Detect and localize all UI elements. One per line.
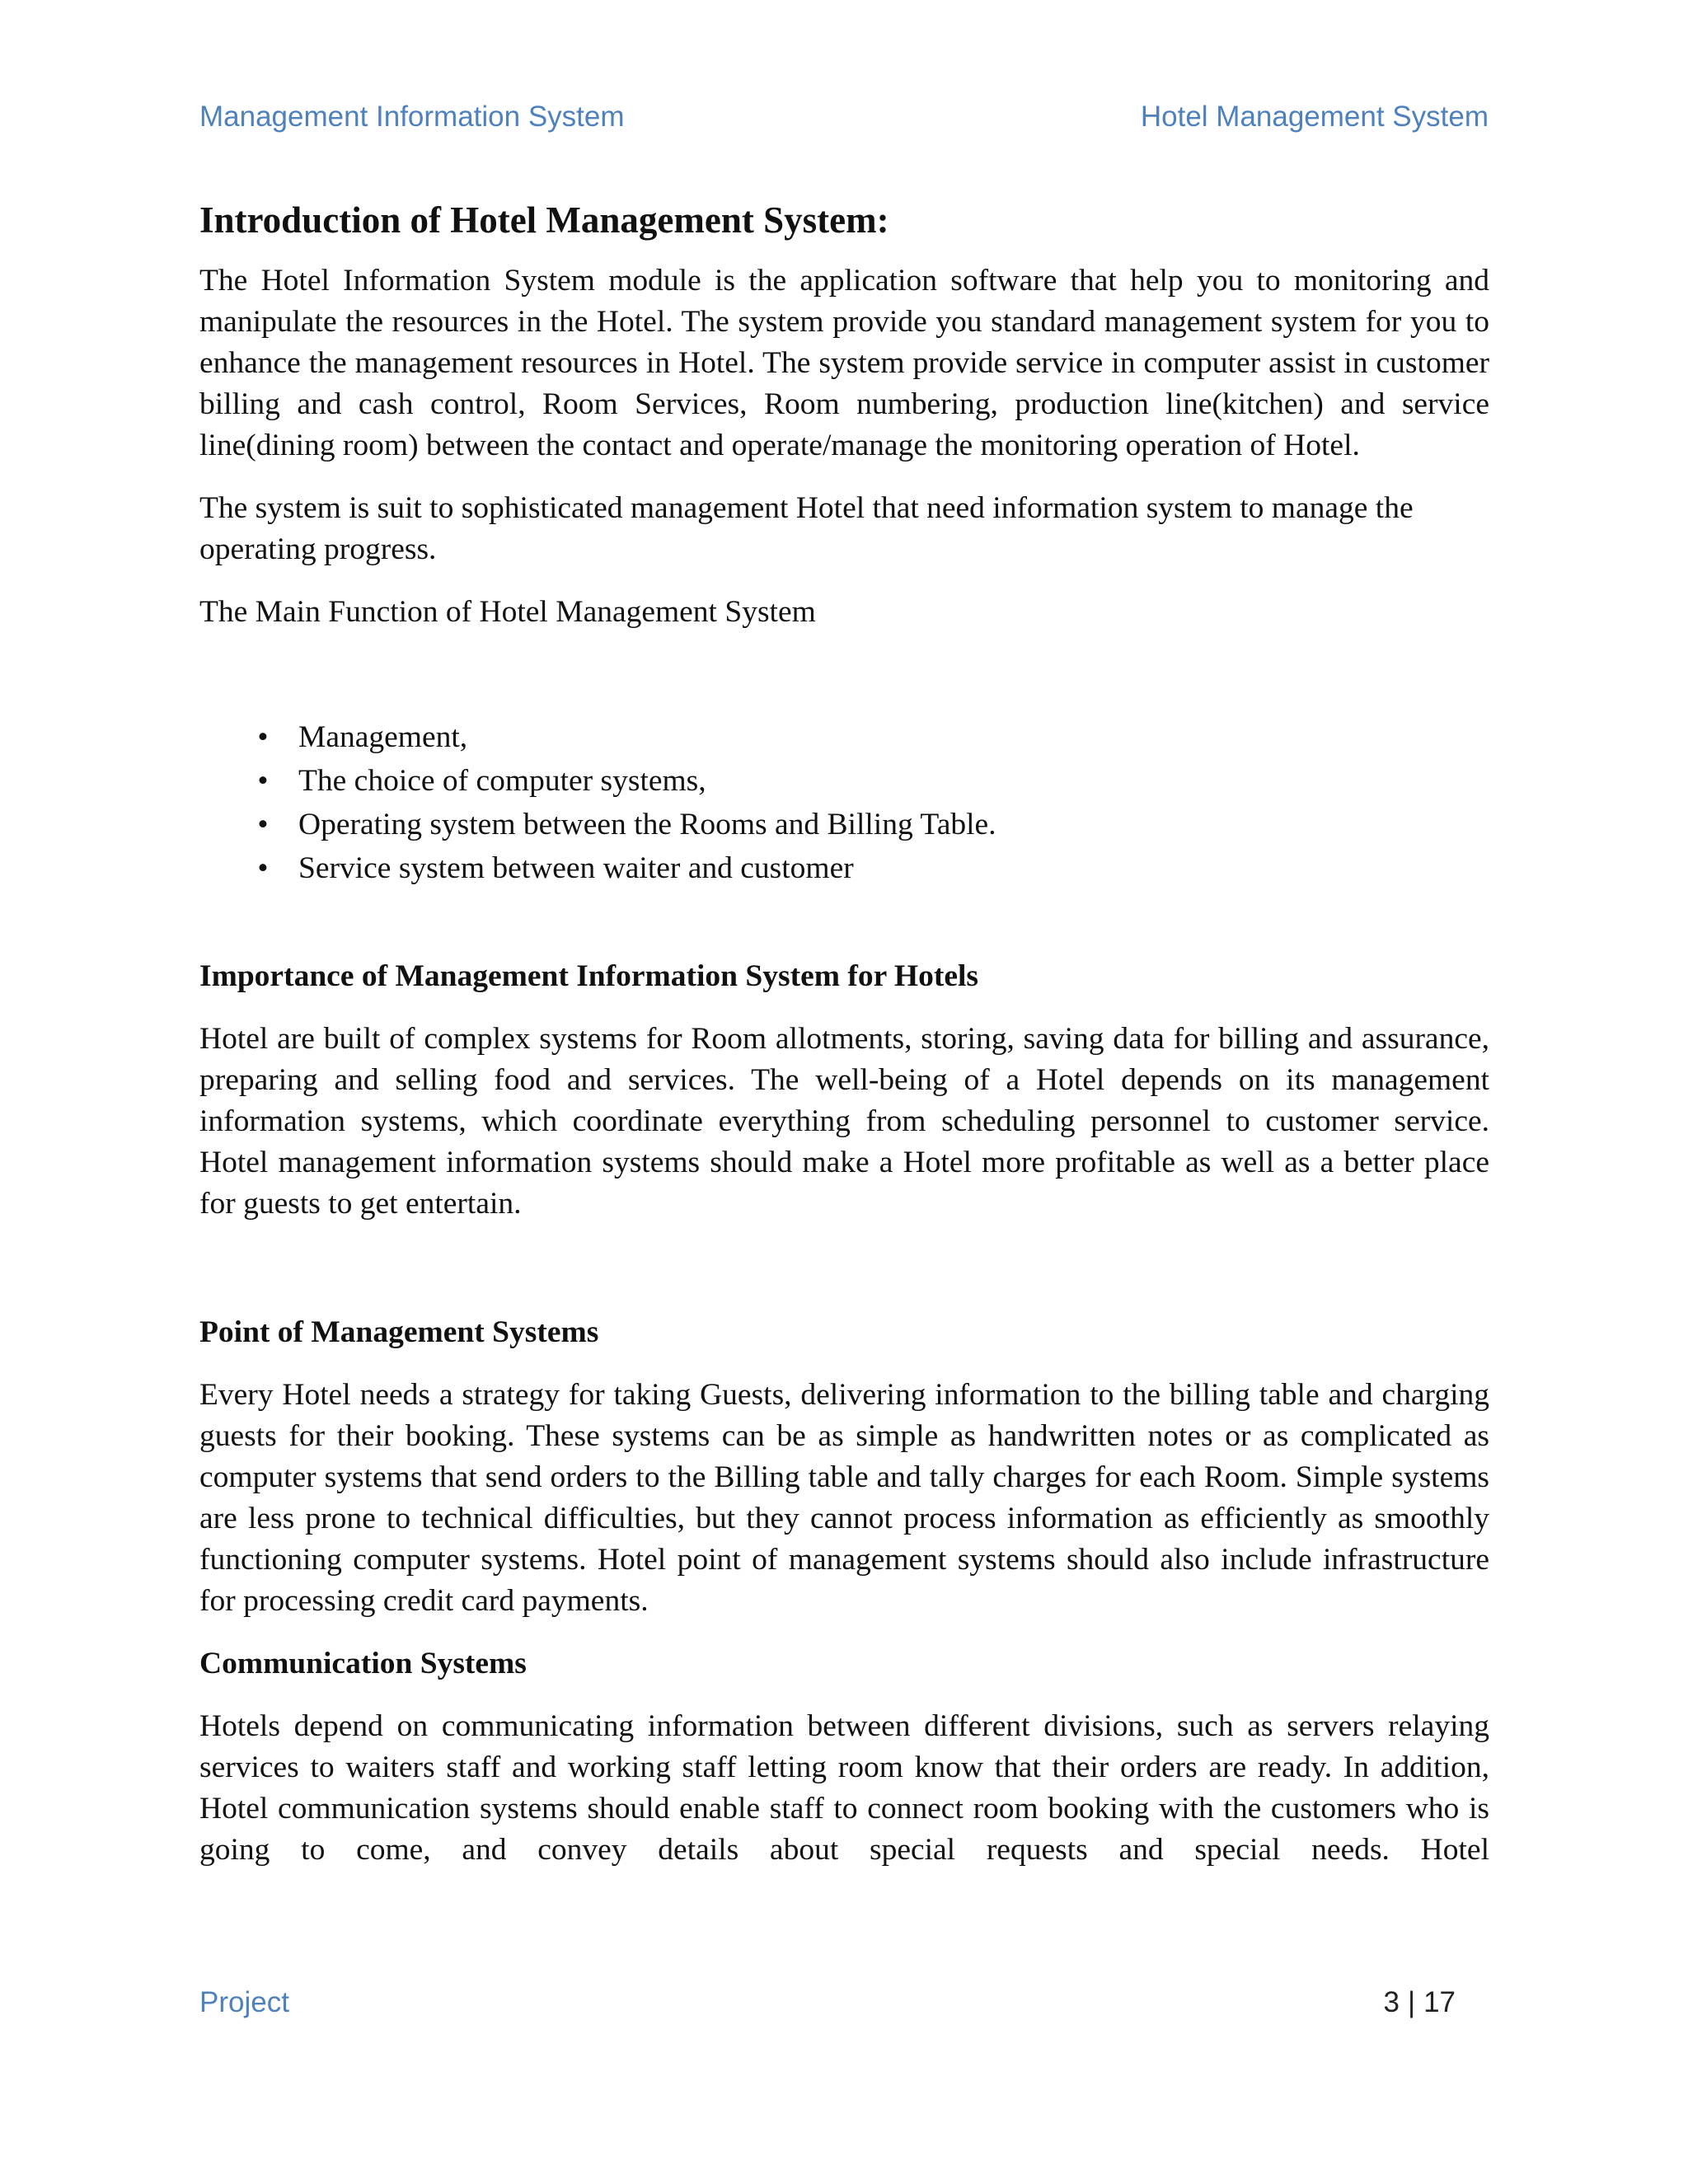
- section-body-communication: Hotels depend on communicating information between different divisions, such as servers relaying services to waiters staff and working staff letting room know that their orders are ready. In addition, Hotel communication systems should enable staff to connect room booking with the customers who is going to come, and convey details about special requests and special needs. Hotel: [199, 1709, 1489, 1867]
- spacer: [199, 890, 1489, 956]
- bullet-icon: •: [257, 851, 269, 885]
- list-item: [251, 759, 1489, 803]
- document-title: Introduction of Hotel Management System:: [199, 199, 889, 241]
- intro-paragraph-1: The Hotel Information System module is the application software that help you to monitoring and manipulate the resources in the Hotel. The system provide you standard management system for you to enhance the management resources in Hotel. The system provide service in computer assist in customer billing and cash control, Room Services, Room numbering, production line(kitchen) and service line(dining room) between the contact and operate/manage the monitoring operation of Hotel.: [199, 264, 1489, 462]
- list-item-text: Service system between waiter and customer: [298, 851, 854, 885]
- page-number-current: 3: [1383, 1986, 1400, 2018]
- section-heading-communication: Communication Systems: [199, 1647, 527, 1680]
- list-item-text: The choice of computer systems,: [298, 764, 706, 798]
- section-heading-importance: Importance of Management Information System for Hotels: [199, 959, 978, 993]
- page-header: [199, 101, 1489, 134]
- header-left-text: Management Information System: [199, 101, 625, 133]
- spacer: [199, 1246, 1489, 1312]
- list-item: [251, 846, 1489, 890]
- page-number-separator: |: [1407, 1986, 1416, 2018]
- list-item-text: Management,: [298, 720, 468, 754]
- list-item-text: Operating system between the Rooms and Billing Table.: [298, 808, 996, 841]
- main-function-list: [199, 715, 1489, 890]
- main-function-label: The Main Function of Hotel Management System: [199, 595, 816, 629]
- section-body-point-of-management: Every Hotel needs a strategy for taking Guests, delivering information to the billing table and charging guests for their booking. These systems can be as simple as handwritten notes or as complicated as computer systems that send orders to the Billing table and tally charges for each Room. Simple systems are less prone to technical difficulties, but they cannot process information as efficiently as smoothly functioning computer systems. Hotel point of management systems should also include infrastructure for processing credit card payments.: [199, 1378, 1489, 1618]
- footer-project-label: Project: [199, 1986, 289, 2018]
- section-heading-point-of-management: Point of Management Systems: [199, 1315, 599, 1349]
- page-content: [199, 198, 1489, 1892]
- list-item: [251, 803, 1489, 846]
- bullet-icon: •: [257, 720, 269, 754]
- bullet-icon: •: [257, 764, 269, 798]
- list-item: [251, 715, 1489, 759]
- header-right-text: Hotel Management System: [1140, 101, 1489, 133]
- page-footer: [199, 1986, 1456, 2019]
- page-number-total: 17: [1423, 1986, 1456, 2018]
- intro-paragraph-2: The system is suit to sophisticated management Hotel that need information system to manage the operating progress.: [199, 491, 1414, 566]
- bullet-icon: •: [257, 808, 269, 841]
- page-number: [1384, 1986, 1456, 2019]
- section-body-importance: Hotel are built of complex systems for Room allotments, storing, saving data for billing and assurance, preparing and selling food and services. The well-being of a Hotel depends on its management information systems, which coordinate everything from scheduling personnel to customer service. Hotel management information systems should make a Hotel more profitable as well as a better place for guests to get entertain.: [199, 1022, 1489, 1221]
